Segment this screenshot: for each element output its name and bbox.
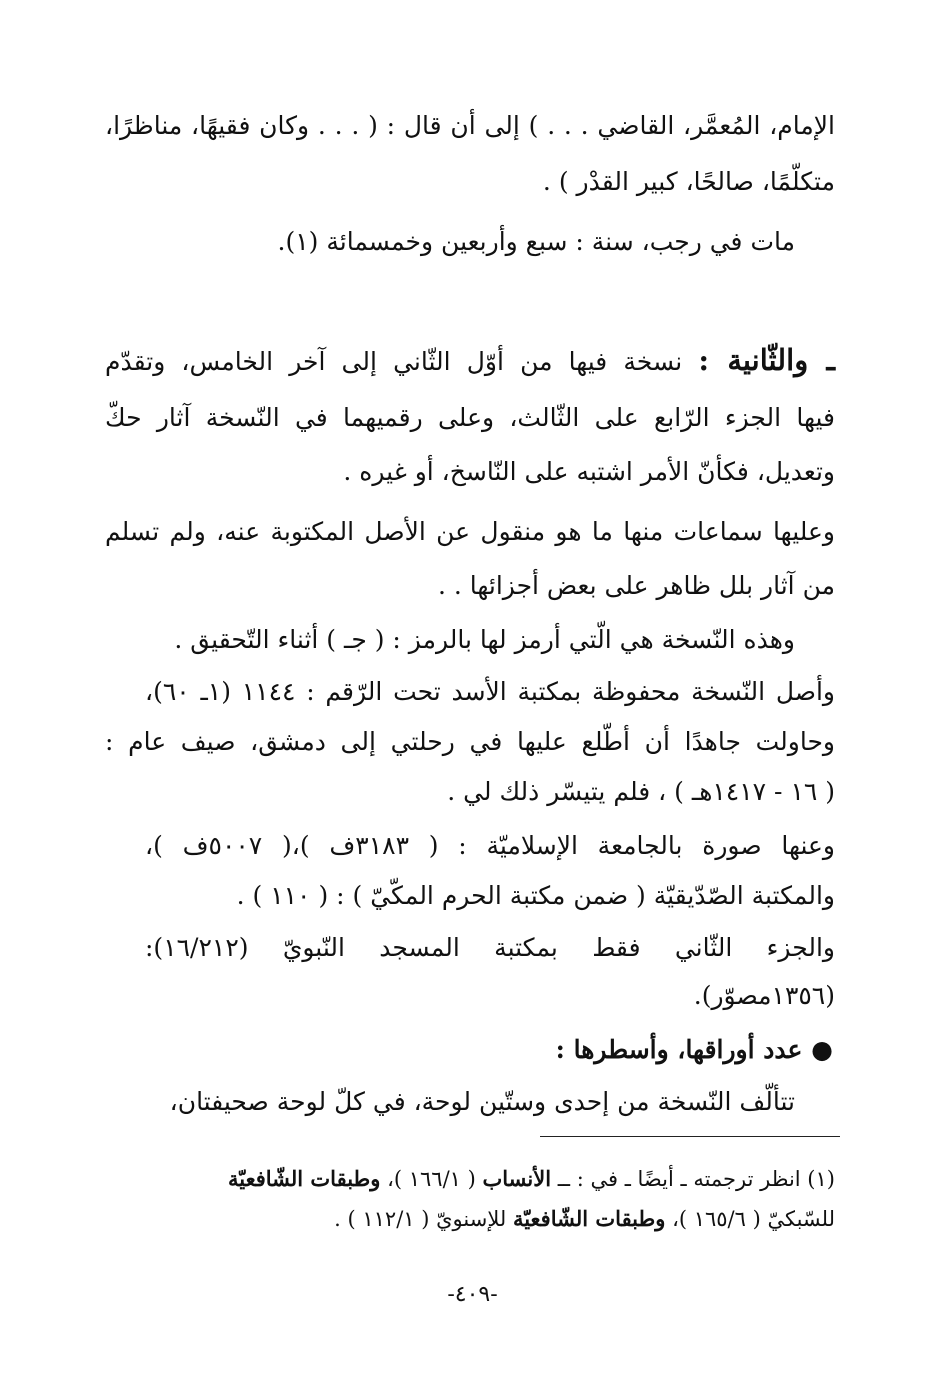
section-lead: ـ والثّانية : xyxy=(698,343,835,377)
subheading xyxy=(103,1030,833,1070)
footnote-divider xyxy=(540,1136,840,1137)
paragraph-8-line-1: والجزء الثّاني فقط بمكتبة المسجد النّبويّ (١٦/٢١٢): xyxy=(145,933,835,962)
paragraph-6-line-2: وحاولت جاهدًا أن أطّلع عليها في رحلتي إلى دمشق، صيف عام : xyxy=(105,727,835,756)
footnote-ref-text: (١) انظر ترجمته ـ أيضًا ـ في : ــ xyxy=(557,1167,835,1191)
section-line-1-rest: نسخة فيها من أوّل الثّاني إلى آخر الخامس، وتقدّم xyxy=(105,347,683,376)
paragraph-4-line-1: وعليها سماعات منها ما هو منقول عن الأصل المكتوبة عنه، ولم تسلم xyxy=(105,517,835,546)
paragraph-1-line-2: متكلّمًا، صالحًا، كبير القدْر ) . xyxy=(542,167,835,196)
bullet-icon: ● xyxy=(811,1035,833,1064)
footnote-source-tabaqat-2: وطبقات الشّافعيّة xyxy=(512,1206,666,1231)
footnote-line-2 xyxy=(105,1202,835,1236)
paragraph-8-line-2: (١٣٥٦مصوّر). xyxy=(693,981,835,1010)
footnote-line-1 xyxy=(105,1162,835,1196)
paragraph-7-line-2: والمكتبة الصّدّيقيّة ( ضمن مكتبة الحرم المكّيّ ) : ( ١١٠ ) . xyxy=(236,881,835,910)
paragraph-5: وهذه النّسخة هي الّتي أرمز لها بالرمز : ( جـ ) أثناء التّحقيق . xyxy=(174,625,795,654)
paragraph-9: تتألّف النّسخة من إحدى وستّين لوحة، في كلّ لوحة صحيفتان، xyxy=(169,1087,795,1116)
paragraph-6-line-1: وأصل النّسخة محفوظة بمكتبة الأسد تحت الرّقم : ١١٤٤ (١ـ ٦٠)، xyxy=(145,677,836,706)
paragraph-2: مات في رجب، سنة : سبع وأربعين وخمسمائة (١). xyxy=(277,227,795,256)
footnote-source-ansab: الأنساب xyxy=(482,1166,552,1191)
footnote-subki-ref: للسّبكيّ ( ١٦٥/٦ )، xyxy=(665,1207,835,1231)
paragraph-7-line-1: وعنها صورة بالجامعة الإسلاميّة : ( ٣١٨٣ف )،( ٥٠٠٧ف )، xyxy=(145,831,836,860)
footnote-isnawi-ref: للإسنويّ ( ١١٢/١ ) . xyxy=(334,1207,507,1231)
paragraph-6-line-3: ( ١٦ - ١٤١٧هـ ) ، فلم يتيسّر ذلك لي . xyxy=(447,777,835,806)
footnote-source-tabaqat-1: وطبقات الشّافعيّة xyxy=(227,1166,381,1191)
section-line-3: وتعديل، فكأنّ الأمر اشتبه على النّاسخ، أو غيره . xyxy=(343,457,835,486)
section-line-2: فيها الجزء الرّابع على الثّالث، وعلى رقميهما في النّسخة آثار حكّ xyxy=(105,403,835,432)
paragraph-4-line-2: من آثار بلل ظاهر على بعض أجزائها . . xyxy=(437,571,835,600)
subheading-text: عدد أوراقها، وأسطرها : xyxy=(555,1035,803,1064)
page-number: -٤٠٩- xyxy=(447,1282,498,1307)
paragraph-1-line-1: الإمام، المُعمَّر، القاضي . . . ) إلى أن قال : ( . . . وكان فقيهًا، مناظرًا، xyxy=(105,111,835,140)
section-heading-line xyxy=(105,340,835,382)
footnote-ansab-ref: ( ١٦٦/١ )، xyxy=(380,1167,476,1191)
